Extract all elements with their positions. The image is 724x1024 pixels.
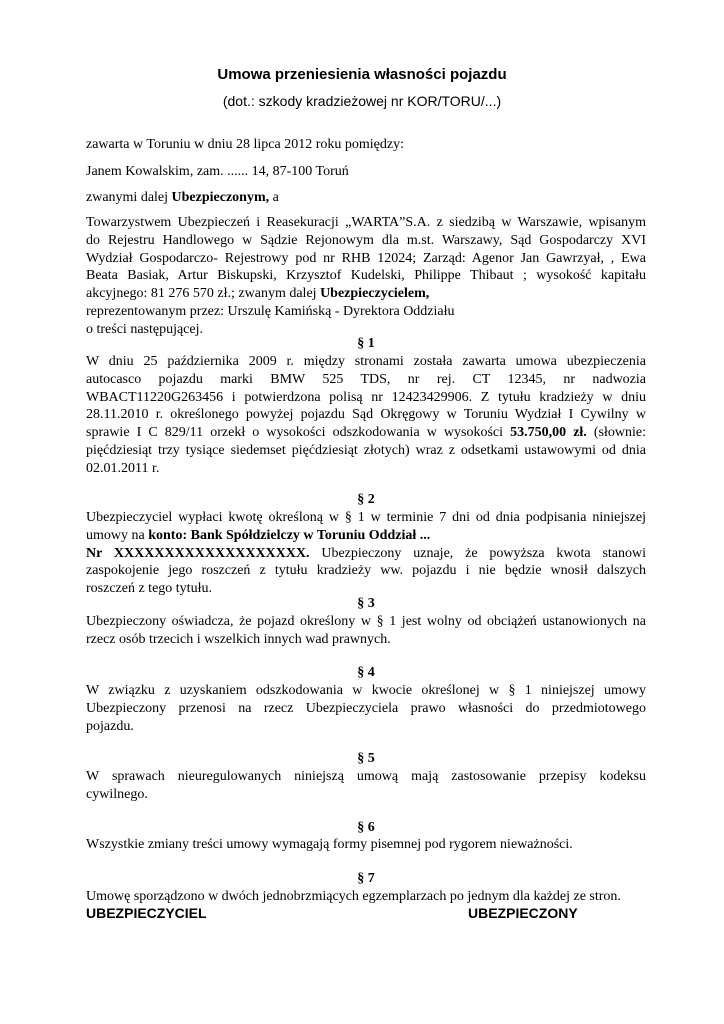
section-5-heading: § 5 — [357, 751, 375, 766]
s3-line-2: rzecz osób trzecich i wszelkich innych wad prawnych. — [86, 631, 391, 647]
s5-line-1: W sprawach nieuregulowanych niniejszą umową mają zastosowanie przepisy kodeksu — [86, 769, 646, 784]
s4-line-1: W związku z uzyskaniem odszkodowania w kwocie określonej w § 1 niniejszej umowy — [86, 683, 646, 698]
s2-line-3 — [86, 545, 646, 563]
s2-line-3-rest: Ubezpieczony uznaje, że powyższa kwota stanowi — [309, 545, 647, 561]
section-1-body — [86, 353, 646, 478]
s2-line-2 — [86, 527, 646, 545]
s1-amount-pre: sprawie I C 829/11 orzekł o wysokości odszkodowania w wysokości — [86, 425, 511, 441]
section-6-body — [86, 836, 646, 854]
s1-amount: 53.750,00 zł. — [510, 425, 587, 441]
s1-line-3: WBACT11220G263456 i potwierdzona polisą nr 12423429906. Z tytułu kradzieży w dniu — [86, 389, 646, 405]
section-4-body — [86, 682, 646, 735]
insurer-line-6: reprezentowanym przez: Urszulę Kamińską - Dyrektora Oddziału — [86, 303, 455, 319]
section-7-body — [86, 888, 646, 906]
insurer-term: Ubezpieczycielem, — [320, 286, 430, 302]
insurer-line-4: Beata Basiak, Artur Biskupski, Krzysztof Kudelski, Philippe Thibaut ; wysokość kapitału — [86, 268, 646, 284]
s1-line-2: autocasco pojazdu marki BMW 525 TDS, nr rej. CT 12345, nr nadwozia — [86, 371, 646, 387]
section-1-heading: § 1 — [357, 336, 375, 351]
intro-insured-line — [86, 189, 646, 207]
s1-amount-post: (słownie: — [586, 425, 646, 441]
section-5-body — [86, 768, 646, 804]
signature-insured-label: UBEZPIECZONY — [468, 905, 578, 921]
s1-line-1: W dniu 25 października 2009 r. między stronami została zawarta umowa ubezpieczenia — [86, 354, 646, 369]
s1-line-6: pięćdziesiąt trzy tysiące siedemset pięćdziesiąt złotych) wraz z odsetkami ustawowymi od dnia — [86, 442, 646, 458]
s6-line-1: Wszystkie zmiany treści umowy wymagają formy pisemnej pod rygorem nieważności. — [86, 837, 573, 852]
s2-line-5: roszczeń z tego tytułu. — [86, 581, 212, 597]
section-6-heading: § 6 — [357, 820, 375, 835]
s3-line-1: Ubezpieczony oświadcza, że pojazd określony w § 1 jest wolny od obciążeń ustanowionych na — [86, 614, 646, 629]
section-7-heading: § 7 — [357, 871, 375, 886]
s1-line-4: 28.11.2010 r. określonego powyżej pojazdu Sąd Okręgowy w Toruniu Wydział I Cywilny w — [86, 407, 646, 423]
s2-account-pre: umowy na — [86, 527, 149, 543]
section-3-heading: § 3 — [357, 596, 375, 611]
insured-term: Ubezpieczonym, — [171, 190, 270, 205]
document-subtitle: (dot.: szkody kradzieżowej nr KOR/TORU/...) — [222, 93, 502, 109]
s7-line-1: Umowę sporządzono w dwóch jednobrzmiących egzemplarzach po jednym dla każdej ze stron. — [86, 889, 621, 904]
section-4-heading: § 4 — [357, 665, 375, 680]
section-2-body — [86, 509, 646, 598]
s4-line-3: pojazdu. — [86, 718, 134, 734]
s2-account-number: Nr XXXXXXXXXXXXXXXXXXX. — [86, 545, 310, 561]
s2-line-4: zaspokojenie jego roszczeń z tytułu kradzieży ww. pojazdu i nie będzie wnosił dalszych — [86, 563, 646, 579]
section-2-heading: § 2 — [357, 492, 375, 507]
s5-line-2: cywilnego. — [86, 786, 148, 802]
insurer-line-7: o treści następującej. — [86, 321, 204, 337]
insured-post: a — [269, 190, 279, 205]
insurer-capital: akcyjnego: 81 276 570 zł.; zwanym dalej — [86, 286, 321, 302]
s2-bank-account: konto: Bank Spółdzielczy w Toruniu Oddział ... — [148, 527, 431, 543]
document-title: Umowa przeniesienia własności pojazdu — [217, 66, 507, 83]
intro-party-line: Janem Kowalskim, zam. ...... 14, 87-100 Toruń — [86, 164, 349, 179]
s4-line-2: Ubezpieczony przenosi na rzecz Ubezpieczyciela prawo własności do przedmiotowego — [86, 700, 646, 716]
s1-line-5 — [86, 424, 646, 442]
insured-pre: zwanymi dalej — [86, 190, 172, 205]
insurer-paragraph — [86, 214, 646, 339]
insurer-line-5 — [86, 285, 646, 303]
insurer-line-2: do Rejestru Handlowego w Sądzie Rejonowym dla m.st. Warszawy, Sąd Gospodarczy XVI — [86, 232, 646, 248]
intro-date-line: zawarta w Toruniu w dniu 28 lipca 2012 roku pomiędzy: — [86, 137, 404, 152]
s1-line-7: 02.01.2011 r. — [86, 460, 160, 476]
insurer-line-1: Towarzystwem Ubezpieczeń i Reasekuracji „WARTA”S.A. z siedzibą w Warszawie, wpisanym — [86, 215, 646, 230]
signature-insurer-label: UBEZPIECZYCIEL — [86, 905, 207, 921]
section-3-body — [86, 613, 646, 649]
s2-line-1: Ubezpieczyciel wypłaci kwotę określoną w § 1 w terminie 7 dni od dnia podpisania niniejszej — [86, 510, 646, 525]
insurer-line-3: Wydział Gospodarczo- Rejestrowy pod nr RHB 12024; Zarząd: Agenor Jan Gawrzyał, , Ewa — [86, 250, 646, 266]
